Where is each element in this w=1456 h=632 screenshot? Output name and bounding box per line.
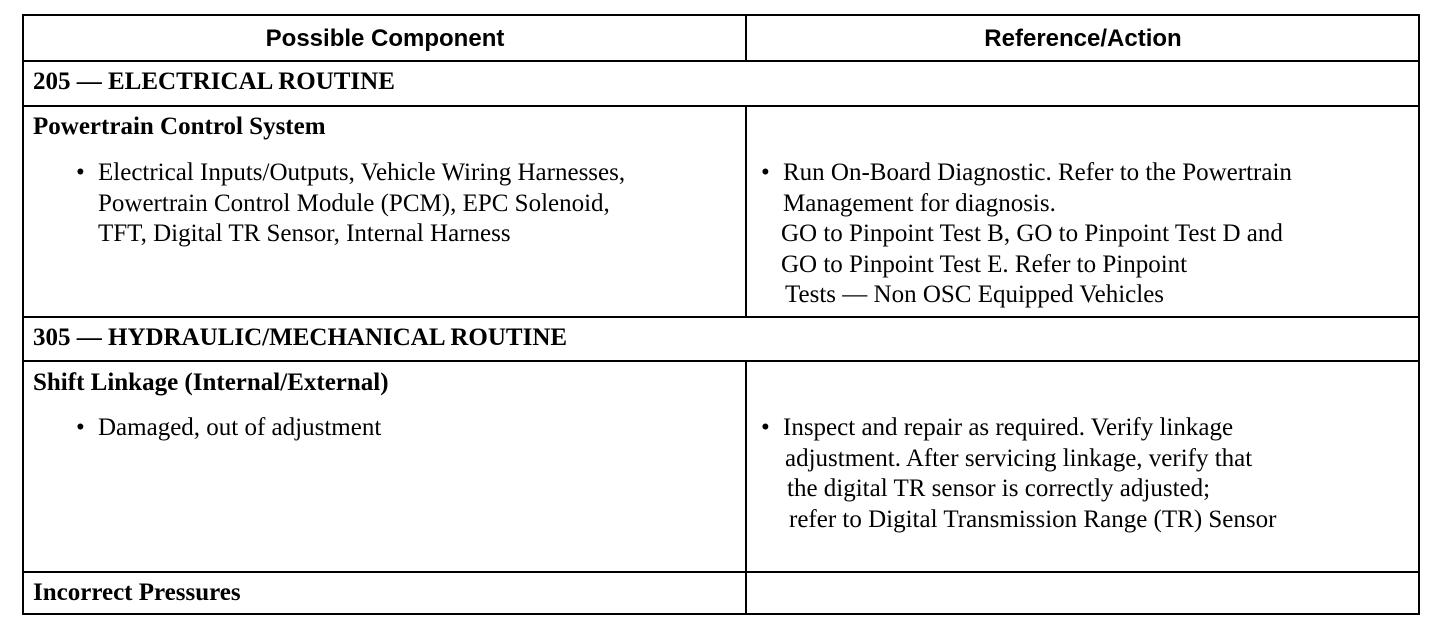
- section-2-top-divider: [24, 316, 1418, 318]
- column-divider-header: [745, 16, 747, 60]
- section-title-electrical: 205 — ELECTRICAL ROUTINE: [33, 68, 395, 95]
- list-item: • Inspect and repair as required. Verify linkage: [761, 413, 1276, 444]
- section-2-divider: [24, 360, 1418, 362]
- list-item-continuation: Tests — Non OSC Equipped Vehicles: [785, 281, 1165, 308]
- component-list-shift-linkage: [76, 413, 381, 444]
- list-item: • Electrical Inputs/Outputs, Vehicle Wiring Harnesses,: [76, 158, 625, 189]
- section-1-divider: [24, 105, 1418, 107]
- list-item-continuation: adjustment. After servicing linkage, verify that: [785, 444, 1253, 472]
- header-possible-component: Possible Component: [265, 25, 505, 52]
- diagnostic-table: [22, 14, 1420, 615]
- header-divider: [24, 60, 1418, 62]
- header-reference-action: Reference/Action: [984, 25, 1182, 52]
- list-item-continuation: GO to Pinpoint Test B, GO to Pinpoint Test D and: [781, 220, 1283, 247]
- column-divider-row-1: [745, 105, 747, 316]
- list-item-continuation: TFT, Digital TR Sensor, Internal Harness: [98, 220, 511, 247]
- bullet-icon: •: [761, 414, 770, 441]
- list-item-continuation: refer to Digital Transmission Range (TR) Sensor: [789, 505, 1277, 533]
- column-divider-row-2: [745, 360, 747, 615]
- item-title-shift-linkage: Shift Linkage (Internal/External): [33, 369, 389, 396]
- item-title-powertrain: Powertrain Control System: [33, 113, 326, 140]
- last-row-divider: [24, 571, 1418, 573]
- list-item-continuation: the digital TR sensor is correctly adjusted;: [787, 475, 1211, 502]
- list-item-continuation: Management for diagnosis.: [783, 189, 1056, 217]
- bullet-icon: •: [76, 159, 85, 186]
- list-item: • Run On-Board Diagnostic. Refer to the Powertrain: [761, 158, 1292, 189]
- list-item-continuation: GO to Pinpoint Test E. Refer to Pinpoint: [781, 250, 1188, 278]
- bullet-icon: •: [76, 414, 85, 441]
- list-item-continuation: Powertrain Control Module (PCM), EPC Solenoid,: [98, 189, 610, 217]
- component-list-powertrain: [76, 158, 625, 250]
- bullet-icon: •: [761, 159, 770, 186]
- action-list-powertrain: [761, 158, 1292, 311]
- item-title-incorrect-pressures: Incorrect Pressures: [33, 579, 241, 606]
- section-title-hydraulic: 305 — HYDRAULIC/MECHANICAL ROUTINE: [33, 324, 568, 351]
- list-item: • Damaged, out of adjustment: [76, 413, 381, 444]
- action-list-shift-linkage: [761, 413, 1276, 535]
